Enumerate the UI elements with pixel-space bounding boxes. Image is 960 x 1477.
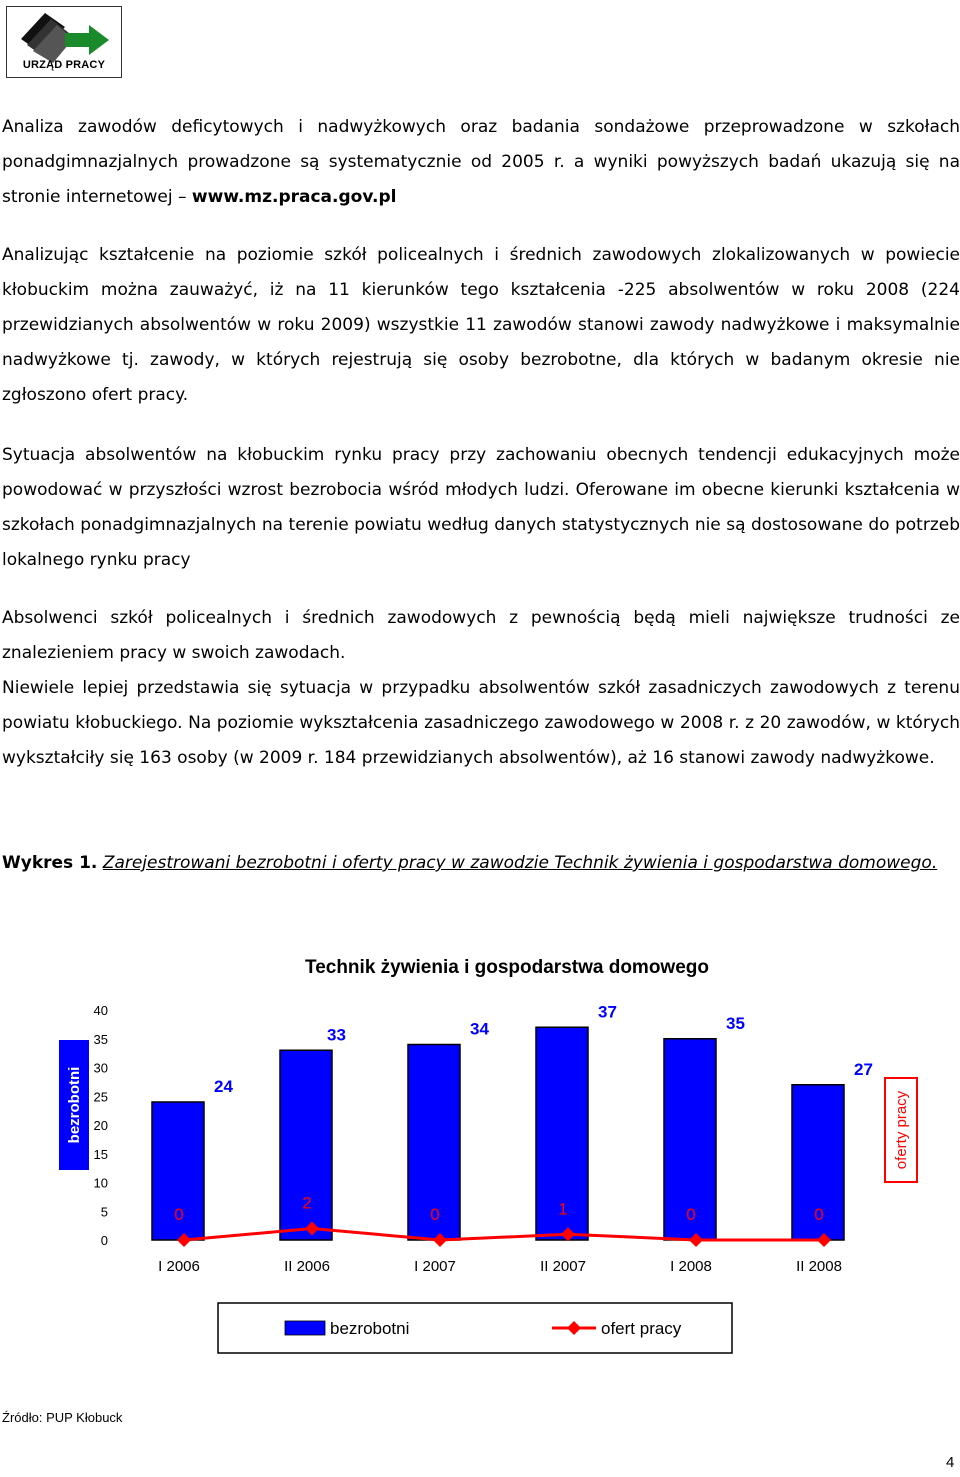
bar-data-label: 33 <box>327 1025 346 1045</box>
chart-legend <box>218 1303 732 1353</box>
logo-graphic-icon <box>7 7 121 67</box>
x-tick-label-II-2008: II 2008 <box>796 1258 842 1275</box>
y-tick-label-5: 5 <box>100 1204 108 1220</box>
bar-data-label: 37 <box>598 1002 617 1022</box>
paragraph-3-text: Sytuacja absolwentów na kłobuckim rynku pracy przy zachowaniu obecnych tendencji edukacyjnych może powodować w przyszłości wzrost bezrobocia wśród młodych ludzi. Oferowane im obecne kierunki kształcenia w szkołach ponadgimnazjalnych na terenie powiatu według danych statystycznych nie są dostosowane do potrzeb lokalnego rynku pracy <box>2 445 960 570</box>
y-tick-label-40: 40 <box>93 1003 108 1018</box>
source-note: Źródło: PUP Kłobuck <box>2 1410 123 1425</box>
bar-data-label: 24 <box>214 1077 233 1096</box>
y-tick-label-30: 30 <box>93 1060 108 1076</box>
line-data-label: 1 <box>558 1199 568 1219</box>
legend-swatch-bars <box>285 1321 325 1335</box>
logo <box>6 6 122 78</box>
x-tick-label-II-2007: II 2007 <box>540 1258 586 1275</box>
y-tick-label-20: 20 <box>93 1118 108 1133</box>
paragraph-5 <box>2 671 960 776</box>
caption-label: Wykres 1. <box>2 853 98 873</box>
y-axis-left-label-box <box>59 1040 89 1170</box>
legend-label-ofert-pracy: ofert pracy <box>601 1319 682 1338</box>
paragraph-5-text: Niewiele lepiej przedstawia się sytuacja w przypadku absolwentów szkół zasadniczych zawodowych z terenu powiatu kłobuckiego. Na poziomie wykształcenia zasadniczego zawodowego w 2008 r. z 20 zawodów, w których wykształciły się 163 osoby (w 2009 r. 184 przewidzianych absolwentów), aż 16 stanowi zawody nadwyżkowe. <box>2 678 960 768</box>
x-tick-label-I-2008: I 2008 <box>670 1258 712 1275</box>
line-data-label: 0 <box>686 1205 696 1224</box>
paragraph-4 <box>2 601 960 671</box>
line-data-label: 0 <box>430 1205 440 1224</box>
chart-container <box>0 940 960 1380</box>
logo-text: URZĄD PRACY <box>22 59 106 71</box>
paragraph-1-text: Analiza zawodów deficytowych i nadwyżkowych oraz badania sondażowe przeprowadzone w szkołach ponadgimnazjalnych prowadzone są systematycznie od 2005 r. a wyniki powyższych badań ukazują się na stronie internetowej – <box>2 117 960 207</box>
line-data-label: 0 <box>174 1205 184 1224</box>
website-link[interactable]: www.mz.praca.gov.pl <box>191 187 397 207</box>
y-tick-label-25: 25 <box>93 1089 108 1105</box>
y-axis-right-label: oferty pracy <box>893 1090 910 1170</box>
bar-data-label: 34 <box>470 1019 489 1039</box>
y-tick-label-0: 0 <box>100 1233 108 1248</box>
line-data-label: 2 <box>302 1193 312 1213</box>
line-data-label: 0 <box>814 1205 824 1224</box>
chart-svg <box>0 940 960 1380</box>
y-axis-right-label-box <box>885 1078 917 1182</box>
chart-caption <box>2 848 937 878</box>
paragraph-4-text: Absolwenci szkół policealnych i średnich zawodowych z pewnością będą mieli największe trudności ze znalezieniem pracy w swoich zawodach. <box>2 608 960 663</box>
x-tick-label-II-2006: II 2006 <box>284 1258 330 1275</box>
x-tick-label-I-2007: I 2007 <box>414 1258 456 1275</box>
y-tick-label-10: 10 <box>93 1175 108 1191</box>
legend-label-bezrobotni: bezrobotni <box>330 1319 410 1338</box>
y-tick-label-35: 35 <box>93 1031 108 1047</box>
page-number: 4 <box>946 1454 955 1471</box>
bar-data-label: 27 <box>854 1059 873 1079</box>
chart-title: Technik żywienia i gospodarstwa domowego <box>305 957 709 978</box>
y-axis-left-label: bezrobotni <box>66 1066 83 1144</box>
y-tick-label-15: 15 <box>93 1146 108 1162</box>
paragraph-2-text: Analizując kształcenie na poziomie szkół policealnych i średnich zawodowych zlokalizowanych w powiecie kłobuckim można zauważyć, iż na 11 kierunków tego kształcenia -225 absolwentów w roku 2008 (224 przewidzianych absolwentów w roku 2009) wszystkie 11 zawodów stanowi zawody nadwyżkowe i maksymalnie nadwyżkowe tj. zawody, w których rejestrują się osoby bezrobotne, dla których w badanym okresie nie zgłoszono ofert pracy. <box>2 245 960 405</box>
caption-text: Zarejestrowani bezrobotni i oferty pracy w zawodzie Technik żywienia i gospodarstwa domowego. <box>102 853 938 873</box>
paragraph-2 <box>2 238 960 413</box>
paragraph-1 <box>2 110 960 215</box>
bar-data-label: 35 <box>726 1013 745 1033</box>
paragraph-3 <box>2 438 960 578</box>
x-tick-label-I-2006: I 2006 <box>158 1258 200 1275</box>
